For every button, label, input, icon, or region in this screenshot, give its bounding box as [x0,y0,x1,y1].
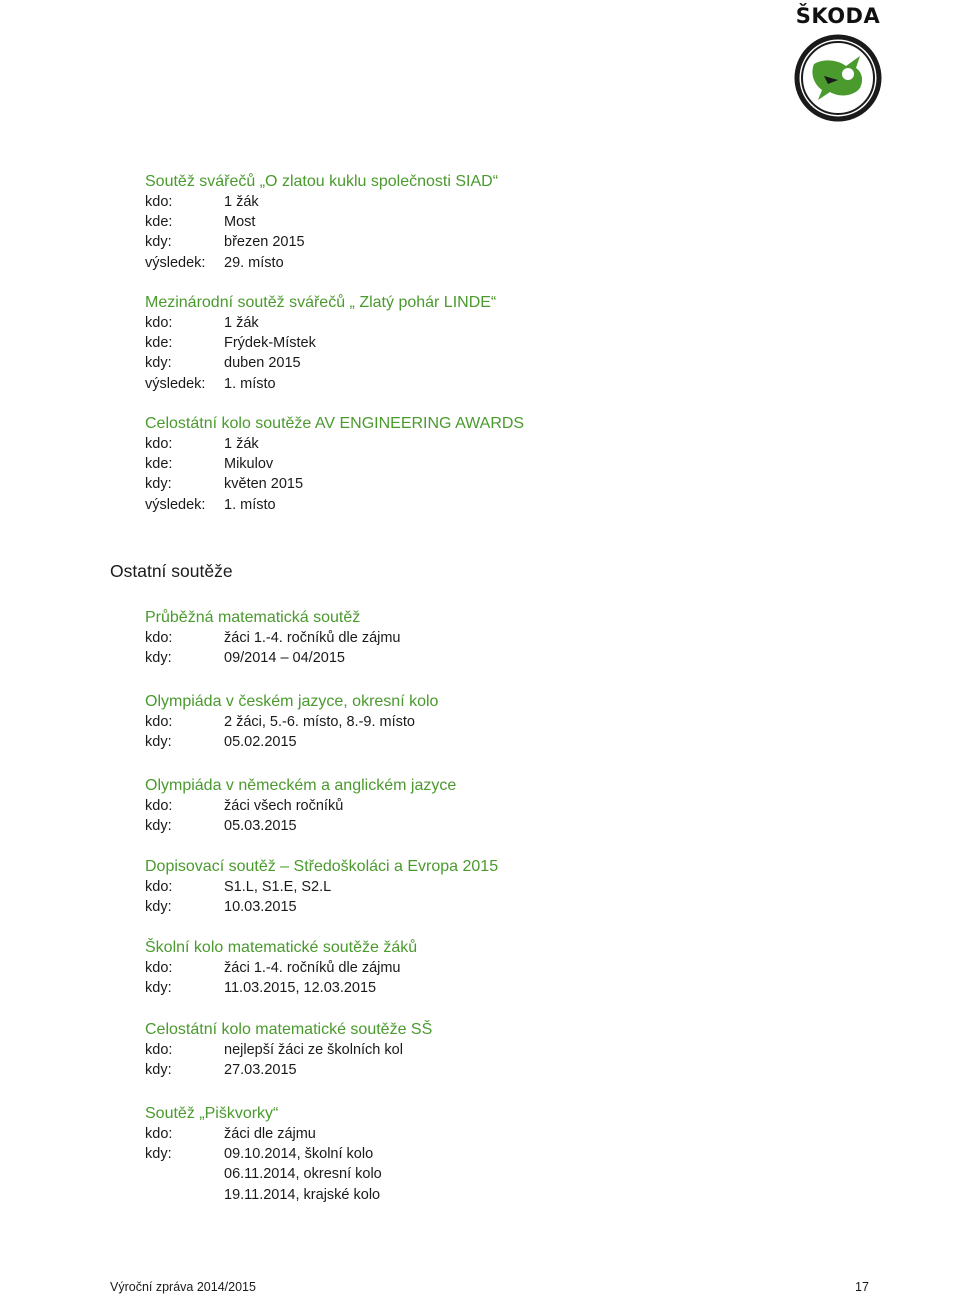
row-value: březen 2015 [224,234,305,251]
competition-title: Celostátní kolo matematické soutěže SŠ [145,1021,433,1038]
competition-row [145,1185,845,1205]
row-label: kdo: [145,1126,173,1142]
competition-row [145,1124,845,1144]
row-label: kdy: [145,234,172,251]
competition-row [145,313,845,333]
competition-row [145,978,845,998]
row-label: kdy: [145,355,172,372]
competition-title: Dopisovací soutěž – Středoškoláci a Evropa 2015 [145,858,499,875]
row-label: výsledek: [145,496,206,513]
row-value: 11.03.2015, 12.03.2015 [224,980,377,997]
row-value: nejlepší žáci ze školních kol [224,1042,403,1058]
competition-block [145,293,845,394]
row-value: 27.03.2015 [224,1062,297,1079]
competition-row [145,712,845,732]
row-label: kdo: [145,194,173,210]
competition-row [145,434,845,454]
row-value: žáci dle zájmu [224,1126,316,1142]
row-value: Mikulov [224,456,274,473]
competition-row [145,253,845,273]
row-label: kdo: [145,1042,173,1058]
competition-row [145,232,845,252]
row-value: 06.11.2014, okresní kolo [224,1166,382,1183]
row-value: 09/2014 – 04/2015 [224,650,345,667]
competition-block [145,938,845,998]
row-label: výsledek: [145,254,206,271]
competition-row [145,816,845,836]
competition-row [145,353,845,373]
row-value: 09.10.2014, školní kolo [224,1146,374,1163]
logo-wordmark: ŠKODA [795,4,881,28]
row-value: 1 žák [224,194,259,210]
competition-block [145,172,845,273]
competition-title: Olympiáda v německém a anglickém jazyce [145,777,457,794]
competition-block [145,692,845,752]
competition-row [145,648,845,668]
competition-row [145,1144,845,1164]
competition-title: Soutěž „Piškvorky“ [145,1105,279,1122]
row-label: kdo: [145,960,173,976]
competition-block [145,857,845,917]
row-value: 10.03.2015 [224,899,297,916]
section-heading: Ostatní soutěže [110,561,233,581]
row-label: výsledek: [145,375,206,392]
row-label: kde: [145,214,173,231]
competition-row [145,628,845,648]
row-value: Most [224,214,256,231]
footer-report-title: Výroční zpráva 2014/2015 [110,1280,256,1294]
row-value: žáci 1.-4. ročníků dle zájmu [224,630,401,646]
competition-title: Školní kolo matematické soutěže žáků [145,939,418,956]
competition-row [145,958,845,978]
competition-block [145,776,845,836]
row-value: 29. místo [224,254,284,271]
row-label: kde: [145,456,173,473]
row-label: kdo: [145,630,173,646]
competition-row [145,333,845,353]
competition-row [145,1040,845,1060]
row-value: 19.11.2014, krajské kolo [224,1186,381,1203]
competition-title: Mezinárodní soutěž svářečů „ Zlatý pohár LINDE“ [145,294,497,311]
competition-title: Průběžná matematická soutěž [145,609,361,626]
row-value: žáci všech ročníků [224,798,344,814]
row-value: 1. místo [224,496,276,513]
footer-page-number: 17 [855,1280,869,1294]
skoda-emblem-icon [794,34,882,122]
competition-row [145,1060,845,1080]
row-label: kdy: [145,476,172,493]
row-label: kdy: [145,818,172,835]
row-label: kdy: [145,899,172,916]
row-value: 1 žák [224,315,259,331]
row-value: 1 žák [224,436,259,452]
row-value: Frýdek-Místek [224,335,316,352]
row-label: kdo: [145,879,173,895]
row-label: kdy: [145,1146,172,1163]
competition-row [145,1164,845,1184]
competition-block [145,1104,845,1205]
competition-title: Soutěž svářečů „O zlatou kuklu společnosti SIAD“ [145,173,499,190]
row-label: kdo: [145,714,173,730]
competition-row [145,796,845,816]
row-label: kdo: [145,315,173,331]
competition-row [145,877,845,897]
competition-title: Olympiáda v českém jazyce, okresní kolo [145,693,439,710]
row-value: květen 2015 [224,476,304,493]
row-label: kdy: [145,980,172,997]
competition-row [145,212,845,232]
competition-row [145,454,845,474]
row-value: 05.03.2015 [224,818,297,835]
row-value: 05.02.2015 [224,734,297,751]
row-label: kdo: [145,798,173,814]
competition-row [145,474,845,494]
row-value: S1.L, S1.E, S2.L [224,879,332,895]
competition-block [145,414,845,515]
row-label: kdy: [145,1062,172,1079]
competition-row [145,374,845,394]
competition-row [145,495,845,515]
row-value: 2 žáci, 5.-6. místo, 8.-9. místo [224,714,415,730]
competition-row [145,897,845,917]
competition-block [145,1020,845,1080]
row-value: duben 2015 [224,355,301,372]
row-label: kde: [145,335,173,352]
competition-block [145,608,845,668]
row-label: kdo: [145,436,173,452]
competition-row [145,732,845,752]
row-label: kdy: [145,650,172,667]
row-value: 1. místo [224,375,276,392]
competition-row [145,192,845,212]
row-label: kdy: [145,734,172,751]
row-value: žáci 1.-4. ročníků dle zájmu [224,960,401,976]
competition-title: Celostátní kolo soutěže AV ENGINEERING AWARDS [145,415,525,432]
